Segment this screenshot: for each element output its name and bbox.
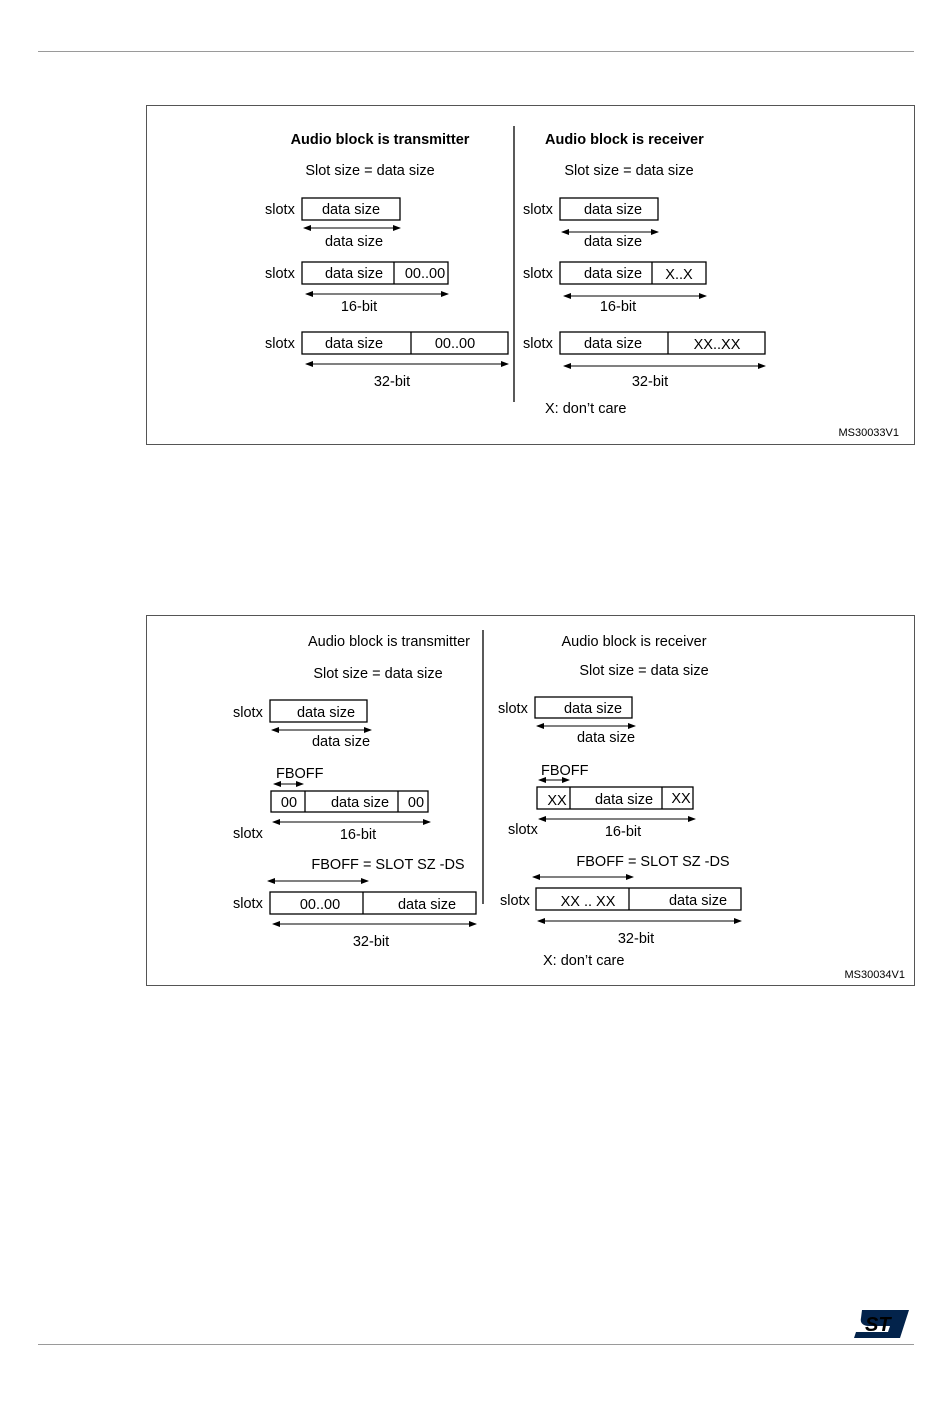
figure2-tx-cell-data-3-text: data size [397, 897, 457, 913]
figure1-rx-label-data-size: data size [583, 234, 643, 250]
figure2-note: X: don’t care [543, 953, 625, 969]
figure2-tx-pad-32: 00..00 [299, 897, 341, 913]
header-rule [38, 51, 914, 52]
figure1-rx-cell-data-2-text: data size [583, 266, 643, 282]
figure2-tx-cell-data-2-text: data size [330, 795, 390, 811]
st-logo-icon [852, 1307, 910, 1341]
figure1-tx-title: Audio block is transmitter [290, 132, 470, 148]
figure1-tx-subtitle: Slot size = data size [305, 163, 435, 179]
figure-first-bit-offset [146, 615, 915, 986]
figure2-tx-slot-label-2: slotx [233, 826, 263, 842]
figure1-rx-subtitle: Slot size = data size [564, 163, 694, 179]
figure1-rx-title: Audio block is receiver [545, 132, 704, 148]
footer-rule [38, 1344, 914, 1345]
figure2-rx-cell-data-2-text: data size [594, 792, 654, 808]
figure2-rx-label-32bit: 32-bit [617, 931, 655, 947]
figure2-id: MS30034V1 [844, 969, 905, 981]
figure1-tx-label-32bit: 32-bit [373, 374, 411, 390]
figure2-rx-label-16bit: 16-bit [604, 824, 642, 840]
figure1-tx-slot-label-2: slotx [265, 266, 295, 282]
figure1-note: X: don’t care [545, 401, 627, 417]
figure1-rx-pad-32: XX..XX [693, 337, 741, 353]
figure2-tx-fboff: FBOFF [276, 766, 324, 782]
figure2-tx-fboff-formula: FBOFF = SLOT SZ -DS [311, 857, 465, 873]
figure2-rx-pad-trail: XX [671, 791, 691, 807]
figure1-rx-cell-data-3-text: data size [583, 336, 643, 352]
figure2-rx-label-data-size: data size [576, 730, 636, 746]
figure1-tx-pad-32: 00..00 [434, 336, 476, 352]
figure1-rx-cell-data-1-text: data size [583, 202, 643, 218]
figure1-tx-slot-label-1: slotx [265, 202, 295, 218]
figure2-tx-title: Audio block is transmitter [308, 634, 470, 650]
figure2-tx-subtitle: Slot size = data size [313, 666, 443, 682]
figure1-rx-label-16bit: 16-bit [599, 299, 637, 315]
figure1-tx-slot-label-3: slotx [265, 336, 295, 352]
figure2-rx-subtitle: Slot size = data size [579, 663, 709, 679]
figure2-rx-fboff-formula: FBOFF = SLOT SZ -DS [576, 854, 730, 870]
figure2-rx-fboff: FBOFF [541, 763, 589, 779]
figure1-tx-pad-16: 00..00 [404, 266, 446, 282]
figure2-tx-label-data-size: data size [311, 734, 371, 750]
figure2-rx-pad-lead: XX [547, 793, 567, 809]
figure1-tx-cell-data-3-text: data size [324, 336, 384, 352]
figure1-tx-label-16bit: 16-bit [340, 299, 378, 315]
figure2-tx-pad-lead: 00 [280, 795, 298, 811]
figure2-diagram [147, 616, 914, 985]
figure1-tx-label-data-size: data size [324, 234, 384, 250]
figure1-rx-slot-label-1: slotx [523, 202, 553, 218]
figure2-rx-slot-label-2: slotx [508, 822, 538, 838]
figure1-tx-cell-data-1-text: data size [321, 202, 381, 218]
figure-slot-size-equals-data-size [146, 105, 915, 445]
figure2-tx-cell-data-1-text: data size [296, 705, 356, 721]
figure1-rx-slot-label-3: slotx [523, 336, 553, 352]
figure2-tx-pad-trail: 00 [407, 795, 425, 811]
figure2-tx-label-32bit: 32-bit [352, 934, 390, 950]
figure2-tx-label-16bit: 16-bit [339, 827, 377, 843]
figure2-rx-slot-label-1: slotx [498, 701, 528, 717]
figure1-id: MS30033V1 [838, 427, 899, 439]
figure1-rx-label-32bit: 32-bit [631, 374, 669, 390]
figure2-rx-cell-data-3-text: data size [668, 893, 728, 909]
figure2-tx-slot-label-1: slotx [233, 705, 263, 721]
figure1-diagram [147, 106, 914, 444]
figure2-rx-title: Audio block is receiver [561, 634, 707, 650]
st-logo-letters: ST [865, 1314, 891, 1336]
figure1-rx-pad-16: X..X [665, 267, 693, 283]
figure2-tx-slot-label-3: slotx [233, 896, 263, 912]
figure2-rx-slot-label-3: slotx [500, 893, 530, 909]
figure2-rx-cell-data-1-text: data size [563, 701, 623, 717]
figure1-tx-cell-data-2-text: data size [324, 266, 384, 282]
figure2-rx-pad-32: XX .. XX [560, 894, 616, 910]
figure1-rx-slot-label-2: slotx [523, 266, 553, 282]
